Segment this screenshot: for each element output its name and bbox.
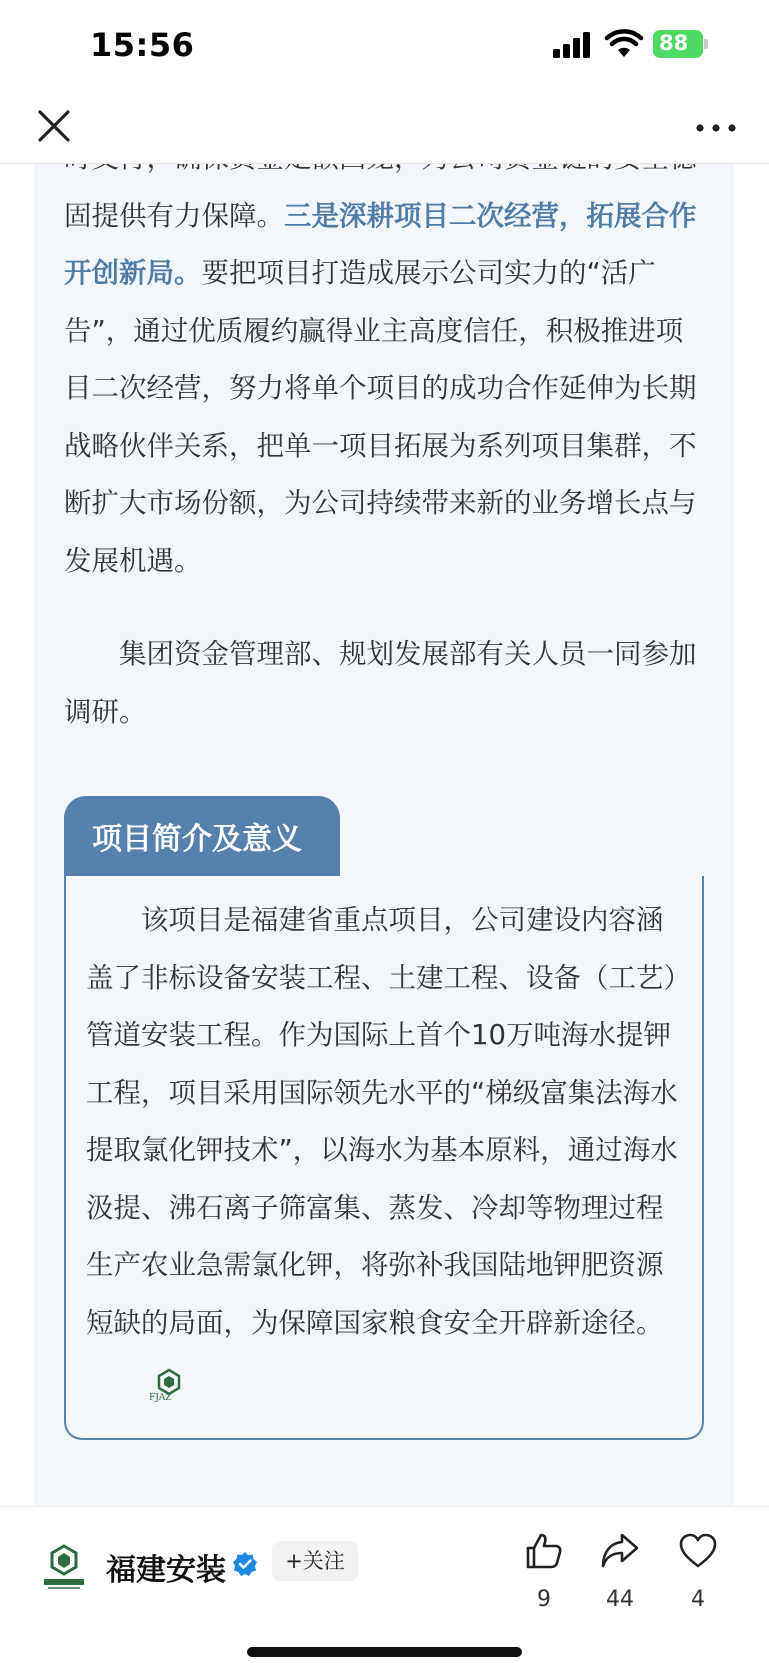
fjaz-logo-icon	[94, 1361, 172, 1403]
share-button[interactable]	[590, 1531, 650, 1612]
cellular-signal-icon	[553, 32, 593, 58]
wifi-icon	[605, 30, 643, 58]
status-bar	[0, 0, 769, 92]
bottom-bar	[0, 1506, 769, 1663]
project-intro-card	[64, 876, 704, 1440]
article-paragraph	[64, 626, 710, 741]
account-avatar[interactable]	[40, 1543, 88, 1591]
nav-bar	[0, 92, 769, 164]
article-content	[34, 164, 734, 1506]
like-count: 9	[537, 1587, 551, 1612]
project-intro-title: 项目简介及意义	[92, 822, 302, 857]
close-icon[interactable]	[34, 106, 74, 146]
favorite-button[interactable]	[668, 1531, 728, 1612]
paragraph-text: 该项目是福建省重点项目，公司建设内容涵盖了非标设备安装工程、土建工程、设备（工艺）管道安装工程。作为国际上首个10万吨海水提钾工程，项目采用国际领先水平的“梯级富集法海水提取氯化钾技术”，以海水为基本原料，通过海水汲提、沸石离子筛富集、蒸发、冷却等物理过程生产农业急需氯化钾，将弥补我国陆地钾肥资源短缺的局面，为保障国家粮食安全开辟新途径。	[86, 904, 678, 1339]
battery-level: 88	[659, 31, 689, 55]
share-icon	[600, 1531, 640, 1571]
paragraph-text: 要把项目打造成展示公司实力的“活广告”，通过优质履约赢得业主高度信任，积极推进项目二次经营，努力将单个项目的成功合作延伸为长期战略伙伴关系，把单一项目拓展为系列项目集群，不断扩大市场份额，为公司持续带来新的业务增长点与发展机遇。	[64, 257, 697, 577]
highlighted-text: 三是深耕项目二次经营，拓展合作开创新局。	[64, 199, 697, 289]
more-options-icon[interactable]	[694, 120, 738, 136]
status-time: 15:56	[90, 26, 195, 64]
share-count: 44	[606, 1587, 634, 1612]
paragraph-text: 集团资金管理部、规划发展部有关人员一同参加调研。	[64, 638, 697, 728]
home-indicator	[247, 1647, 522, 1657]
like-button[interactable]	[514, 1531, 574, 1612]
fjaz-logo-text: FJAZ	[149, 1393, 172, 1403]
thumbs-up-icon	[524, 1531, 564, 1571]
battery-icon	[653, 30, 709, 58]
account-name[interactable]: 福建安装	[106, 1553, 226, 1588]
project-intro-tab	[64, 796, 340, 876]
paragraph-text: 固提供有力保障。	[64, 199, 284, 232]
favorite-count: 4	[691, 1587, 705, 1612]
heart-icon	[678, 1531, 718, 1571]
verified-badge-icon	[232, 1551, 258, 1577]
article-paragraph	[64, 130, 710, 590]
project-intro-text	[86, 892, 690, 1410]
follow-button[interactable]: +关注	[272, 1541, 358, 1581]
